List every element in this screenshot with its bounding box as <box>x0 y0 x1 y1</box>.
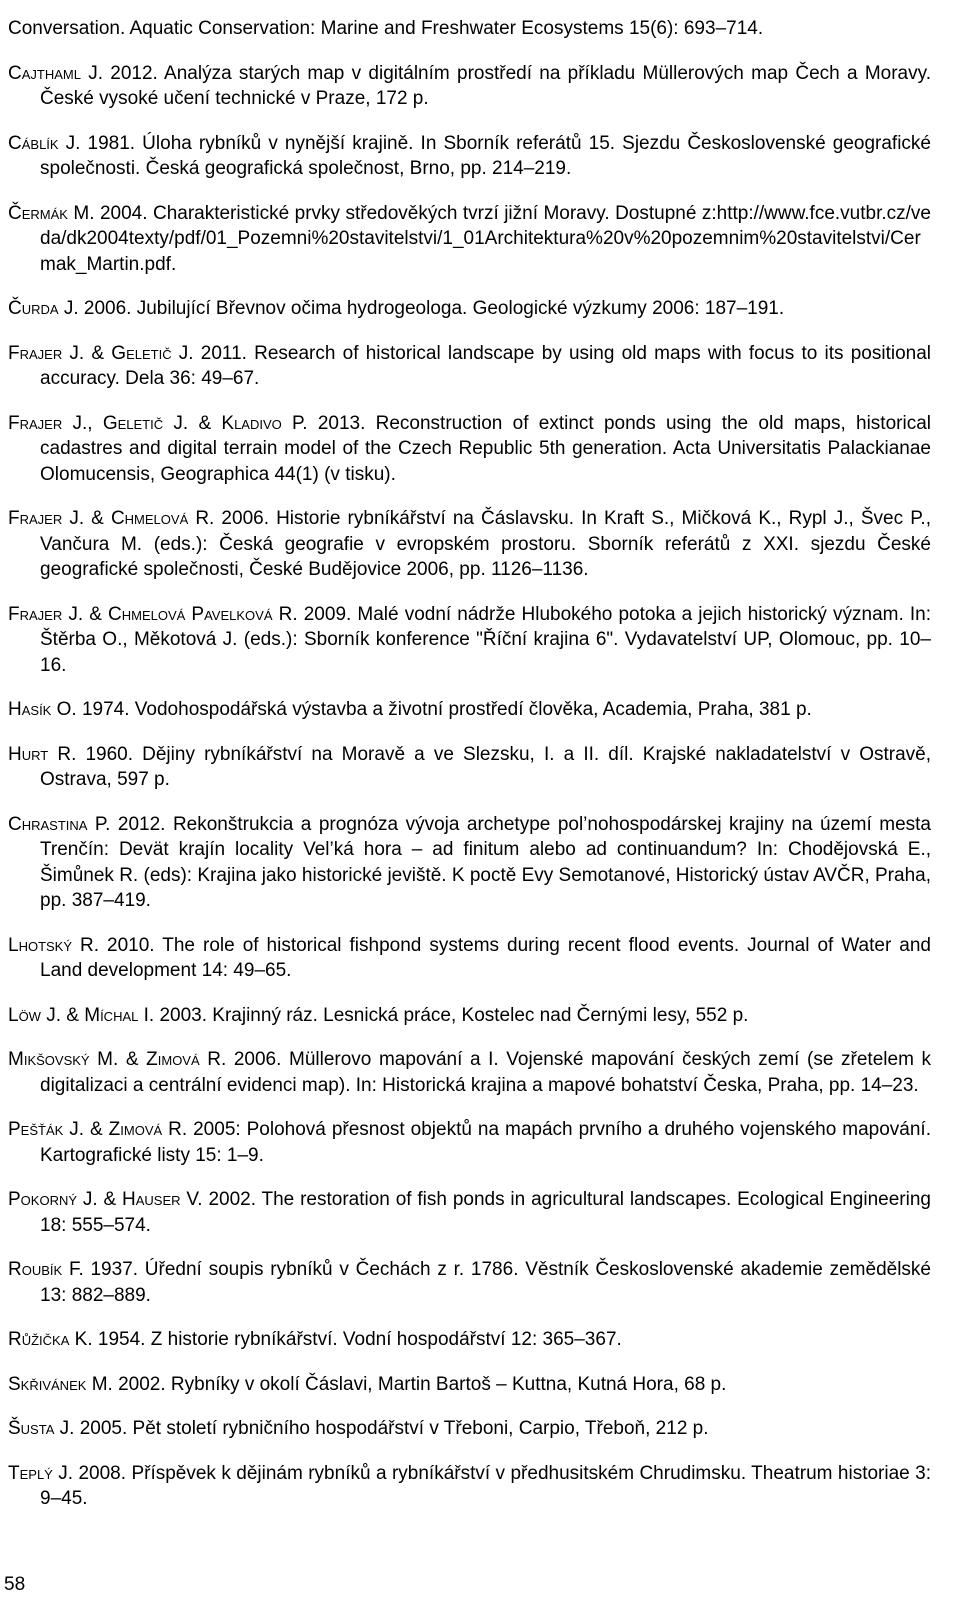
page-number: 58 <box>4 1574 26 1595</box>
reference-authors: Růžička <box>8 1329 70 1350</box>
reference-authors: Hasík <box>8 699 52 720</box>
reference-entry <box>8 1003 931 1029</box>
reference-entry <box>8 1187 931 1238</box>
reference-authors: Čurda <box>8 298 59 319</box>
reference-entry <box>8 411 931 488</box>
reference-authors: Pokorný J. & Hauser <box>8 1189 181 1210</box>
reference-text: R. 2010. The role of historical fishpond systems during recent flood events. Journal of Water and Land development 14: 49–65. <box>40 934 931 981</box>
reference-authors: Chrastina <box>8 813 88 835</box>
reference-authors: Pešťák J. & Zimová <box>8 1119 163 1140</box>
reference-entry <box>8 61 931 112</box>
reference-authors: Cajthaml <box>8 62 81 84</box>
reference-text: Conversation. Aquatic Conservation: Marine and Freshwater Ecosystems 15(6): 693–714. <box>8 18 764 39</box>
reference-authors: Šusta <box>8 1418 55 1439</box>
reference-authors: Roubík <box>8 1259 63 1280</box>
reference-text: R. 2005: Polohová přesnost objektů na mapách prvního a druhého vojenského mapování. Kartografické listy 15: 1–9. <box>40 1119 931 1166</box>
reference-text: V. 2002. The restoration of fish ponds in agricultural landscapes. Ecological Engineering 18: 555–574. <box>40 1189 931 1236</box>
reference-authors: Hurt <box>8 743 49 765</box>
reference-entry <box>8 1257 931 1308</box>
reference-text: P. 2013. Reconstruction of extinct ponds using the old maps, historical cadastres and digital terrain model of the Czech Republic 5th generation. Acta Universitatis Palackianae Olomucensis, Geographica 44(1) (v tisku). <box>40 412 931 485</box>
reference-text: J. 2005. Pět století rybničního hospodářství v Třeboni, Carpio, Třeboň, 212 p. <box>54 1418 709 1439</box>
reference-authors: Lhotský <box>8 934 73 956</box>
reference-authors: Frajer J. & Chmelová Pavelková <box>8 603 273 625</box>
reference-text: F. 1937. Úřední soupis rybníků v Čechách z r. 1786. Věstník Československé akademie zemědělské 13: 882–889. <box>40 1259 931 1306</box>
reference-text: J. 2008. Příspěvek k dějinám rybníků a rybníkářství v předhusitském Chrudimsku. Theatrum historiae 3: 9–45. <box>40 1462 931 1509</box>
reference-entry <box>8 506 931 583</box>
reference-authors: Frajer J. & Chmelová <box>8 508 189 529</box>
reference-text: M. 2004. Charakteristické prvky středověkých tvrzí jižní Moravy. Dostupné z:http://www.fce.vutbr.cz/veda/dk2004texty/pdf/01_Pozemni%20stavitelstvi/1_01Architektura%20v%20pozemnim%20stavitelstvi/Cermak_Martin.pdf. <box>40 202 931 275</box>
reference-text: J. 2012. Analýza starých map v digitálním prostředí na příkladu Müllerových map Čech a Moravy. České vysoké učení technické v Praze, 172 p. <box>40 62 931 109</box>
reference-list <box>8 0 931 1522</box>
reference-text: M. 2002. Rybníky v okolí Čáslavi, Martin Bartoš – Kuttna, Kutná Hora, 68 p. <box>86 1373 727 1395</box>
reference-text: K. 1954. Z historie rybníkářství. Vodní hospodářství 12: 365–367. <box>69 1329 622 1350</box>
reference-entry <box>8 1047 931 1098</box>
reference-entry <box>8 296 931 322</box>
reference-entry <box>8 1117 931 1168</box>
reference-text: O. 1974. Vodohospodářská výstavba a životní prostředí člověka, Academia, Praha, 381 p. <box>51 699 812 720</box>
reference-text: R. 2009. Malé vodní nádrže Hlubokého potoka a jejich historický význam. In: Štěrba O., Měkotová J. (eds.): Sborník konference "Říční krajina 6". Vydavatelství UP, Olomouc, pp. 10–16. <box>40 603 931 676</box>
reference-entry <box>8 1461 931 1512</box>
reference-authors: Frajer J. & Geletič <box>8 342 172 364</box>
reference-authors: Čermák <box>8 202 68 224</box>
reference-authors: Teplý <box>8 1462 53 1484</box>
reference-text: R. 1960. Dějiny rybníkářství na Moravě a ve Slezsku, I. a II. díl. Krajské nakladatelství v Ostravě, Ostrava, 597 p. <box>40 743 931 790</box>
reference-entry <box>8 812 931 914</box>
reference-authors: Löw J. & Míchal <box>8 1004 139 1026</box>
reference-authors: Mikšovský M. & Zimová <box>8 1049 200 1070</box>
reference-authors: Frajer J., Geletič J. & Kladivo <box>8 412 282 434</box>
reference-entry <box>8 16 931 42</box>
reference-authors: Cáblík <box>8 132 59 154</box>
reference-text: R. 2006. Historie rybníkářství na Čáslavsku. In Kraft S., Mičková K., Rypl J., Švec P., Vančura M. (eds.): Česká geografie v evropském prostoru. Sborník referátů z XXI. sjezdu České geografické společnosti, České Budějovice 2006, pp. 1126–1136. <box>40 508 931 580</box>
reference-entry <box>8 602 931 679</box>
reference-entry <box>8 131 931 182</box>
reference-entry <box>8 697 931 723</box>
reference-entry <box>8 742 931 793</box>
reference-entry <box>8 933 931 984</box>
reference-authors: Skřivánek <box>8 1373 87 1395</box>
reference-entry <box>8 1327 931 1353</box>
reference-text: J. 1981. Úloha rybníků v nynější krajině. In Sborník referátů 15. Sjezdu Československé geografické společnosti. Česká geografická společnost, Brno, pp. 214–219. <box>40 132 931 179</box>
reference-text: J. 2006. Jubilující Břevnov očima hydrogeologa. Geologické výzkumy 2006: 187–191. <box>58 298 785 319</box>
reference-entry <box>8 1372 931 1398</box>
reference-text: I. 2003. Krajinný ráz. Lesnická práce, Kostelec nad Černými lesy, 552 p. <box>138 1004 749 1026</box>
reference-text: J. 2011. Research of historical landscape by using old maps with focus to its positional accuracy. Dela 36: 49–67. <box>40 342 931 389</box>
reference-text: R. 2006. Müllerovo mapování a I. Vojenské mapování českých zemí (se zřetelem k digitalizaci a centrální evidenci map). In: Historická krajina a mapové bohatství Česka, Praha, pp. 14–23. <box>40 1049 931 1096</box>
reference-entry <box>8 201 931 278</box>
reference-entry <box>8 1416 931 1442</box>
reference-text: P. 2012. Rekonštrukcia a prognóza vývoja archetype pol’nohospodárskej krajiny na území mesta Trenčín: Devät krajín locality Vel’ká hora – ad finitum alebo ad continuandum? In: Choděјovská E., Šimůnek R. (eds): Krajina jako historické jeviště. K poctě Evy Semotanové, Historický ústav AVČR, Praha, pp. 387–419. <box>40 813 931 911</box>
reference-entry <box>8 341 931 392</box>
